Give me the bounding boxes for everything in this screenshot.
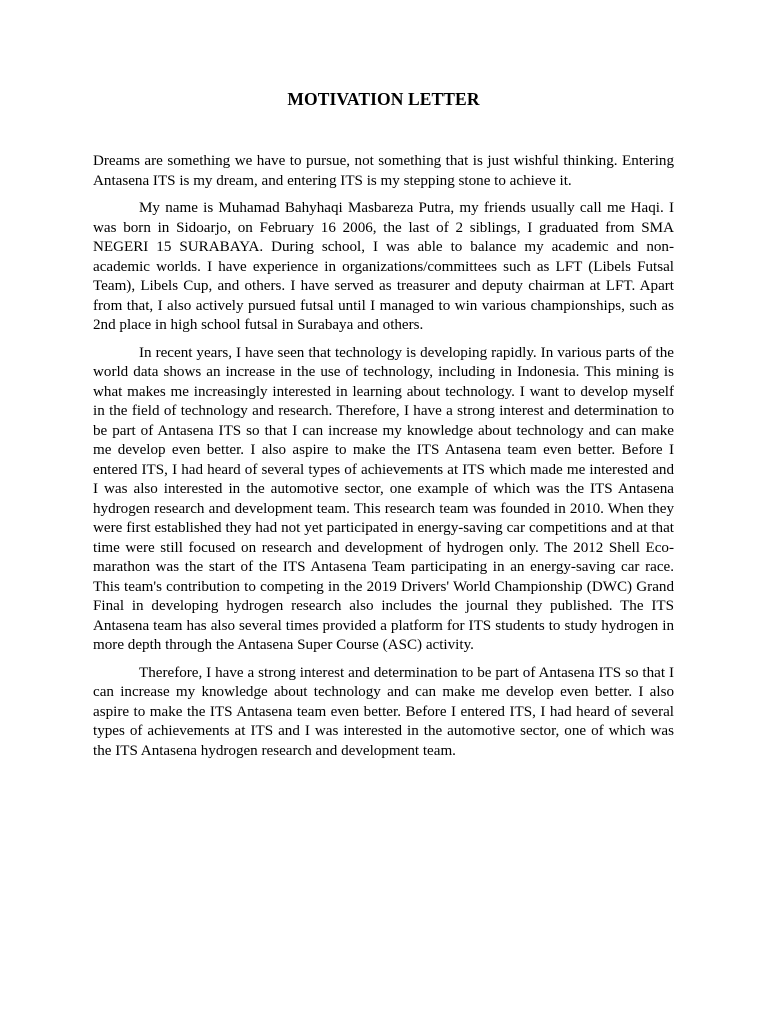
paragraph-closing: Therefore, I have a strong interest and determination to be part of Antasena ITS so that I can increase my knowledge about technology and can make me develop even better. I also aspire to make the ITS Antasena team even better. Before I entered ITS, I had heard of several types of achievements at ITS and I was interested in the automotive sector, one of which was the ITS Antasena hydrogen research and development team. xyxy=(93,664,674,759)
paragraph-intro: Dreams are something we have to pursue, not something that is just wishful thinking. Entering Antasena ITS is my dream, and entering ITS is my stepping stone to achieve it. xyxy=(93,153,674,189)
paragraph-personal-background: My name is Muhamad Bahyhaqi Masbareza Putra, my friends usually call me Haqi. I was born in Sidoarjo, on February 16 2006, the last of 2 siblings, I graduated from SMA NEGERI 15 SURABAYA. During school, I was able to balance my academic and non-academic worlds. I have experience in organizations/committees such as LFT (Libels Futsal Team), Libels Cup, and others. I have served as treasurer and deputy chairman at LFT. Apart from that, I also actively pursued futsal until I managed to win various championships, such as 2nd place in high school futsal in Surabaya and others. xyxy=(93,200,674,333)
letter-title: MOTIVATION LETTER xyxy=(287,89,480,109)
paragraph-technology-interest: In recent years, I have seen that technology is developing rapidly. In various parts of the world data shows an increase in the use of technology, including in Indonesia. This mining is what makes me increasingly interested in learning about technology. I want to develop myself in the field of technology and research. Therefore, I have a strong interest and determination to be part of Antasena ITS so that I can increase my knowledge about technology and can make me develop even better. I also aspire to make the ITS Antasena team even better. Before I entered ITS, I had heard of several types of achievements at ITS which made me interested and I was also interested in the automotive sector, one example of which was the ITS Antasena hydrogen research and development team. This research team was founded in 2010. When they were first established they had not yet participated in energy-saving car competitions and at that time were still focused on research and development of hydrogen only. The 2012 Shell Eco-marathon was the start of the ITS Antasena Team participating in an energy-saving car race. This team's contribution to competing in the 2019 Drivers' World Championship (DWC) Grand Final in developing hydrogen research also includes the journal they published. The ITS Antasena team has also several times provided a platform for ITS students to study hydrogen in more depth through the Antasena Super Course (ASC) activity. xyxy=(93,344,674,653)
letter-page xyxy=(93,88,674,761)
